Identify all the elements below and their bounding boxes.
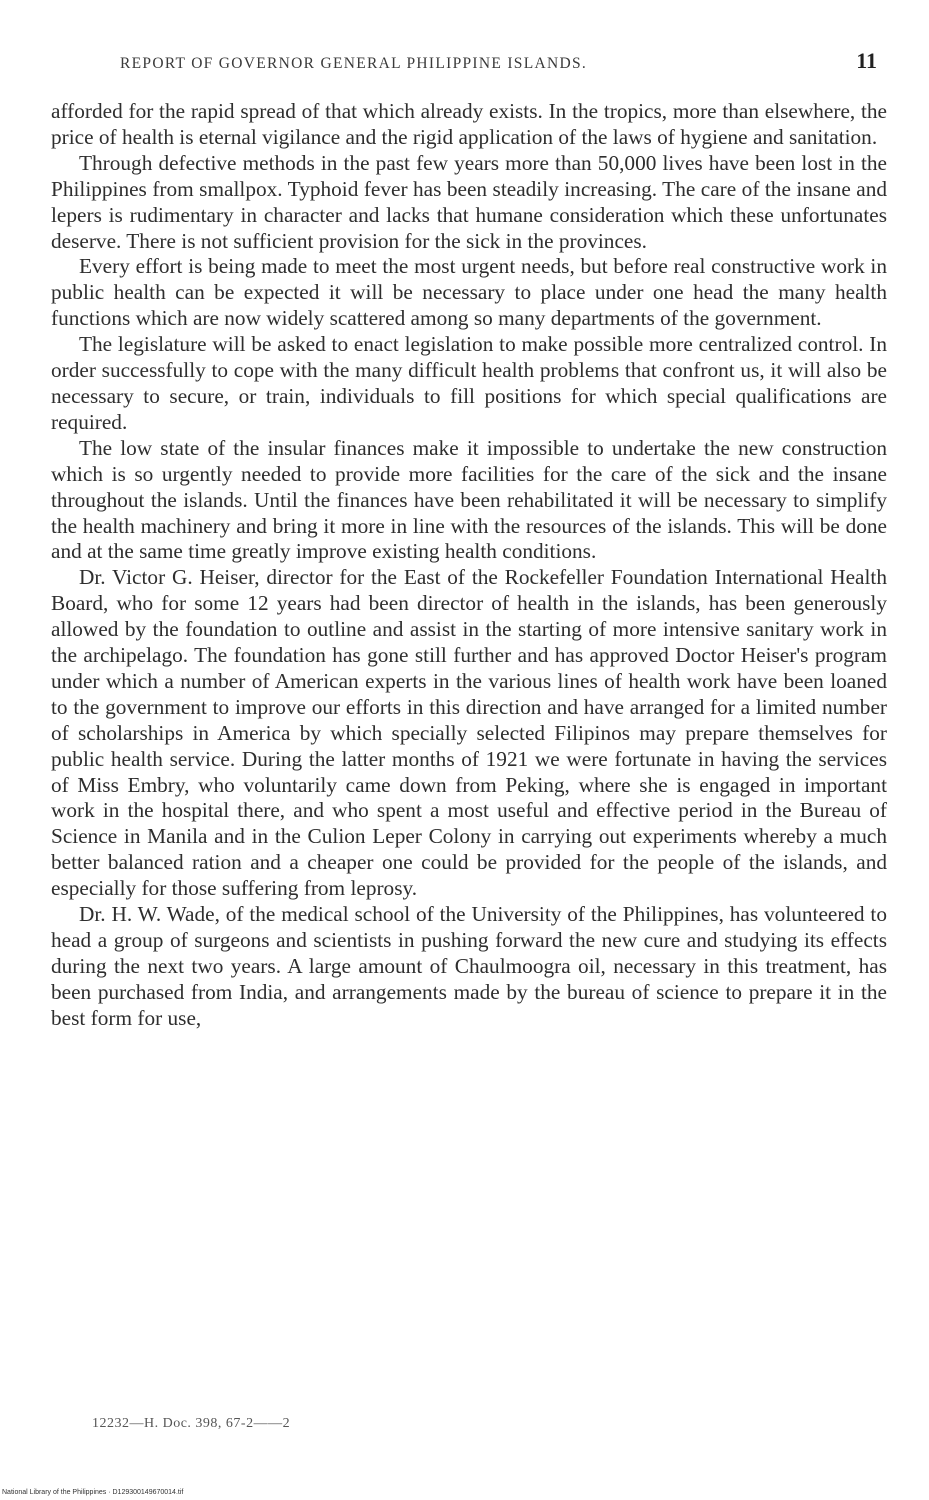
running-header — [120, 48, 877, 78]
paragraph: The low state of the insular finances make it impossible to undertake the new construction which is so urgently needed to provide more facilities for the care of the sick and the insane throughout the islands. Until the finances have been rehabilitated it will be necessary to simplify the health machinery and bring it more in line with the resources of the islands. This will be done and at the same time greatly improve existing health conditions. — [51, 435, 887, 564]
body-text — [51, 99, 887, 1032]
paragraph: Through defective methods in the past few years more than 50,000 lives have been lost in the Philippines from smallpox. Typhoid fever has been steadily increasing. The care of the insane and lepers is rudimentary in character and lacks that humane consideration which these unfortunates deserve. There is not sufficient provision for the sick in the provinces. — [51, 150, 887, 253]
running-title: REPORT OF GOVERNOR GENERAL PHILIPPINE ISLANDS. — [120, 55, 588, 72]
paragraph: Dr. Victor G. Heiser, director for the East of the Rockefeller Foundation International Health Board, who for some 12 years had been director of health in the islands, has been generously allowed by the foundation to outline and assist in the starting of more intensive sanitary work in the archipelago. The foundation has gone still further and has approved Doctor Heiser's program under which a number of American experts in the various lines of health work have been loaned to the government to improve our efforts in this direction and have arranged for a limited number of scholarships in America by which specially selected Filipinos may prepare themselves for public health service. During the latter months of 1921 we were fortunate in having the services of Miss Embry, who voluntarily came down from Peking, where she is engaged in important work in the hospital there, and who spent a most useful and effective period in the Bureau of Science in Manila and in the Culion Leper Colony in carrying out experiments whereby a much better balanced ration and a cheaper one could be provided for the people of the islands, and especially for those suffering from leprosy. — [51, 565, 887, 901]
paragraph: afforded for the rapid spread of that which already exists. In the tropics, more than elsewhere, the price of health is eternal vigilance and the rigid application of the laws of hygiene and sanitation. — [51, 99, 887, 149]
scan-provenance-label: National Library of the Philippines · D129300149670014.tif — [2, 1489, 184, 1496]
signature-mark: 12232—H. Doc. 398, 67-2——2 — [92, 1416, 291, 1431]
paragraph: Every effort is being made to meet the most urgent needs, but before real constructive work in public health can be expected it will be necessary to place under one head the many health functions which are now widely scattered among so many departments of the government. — [51, 254, 887, 331]
paragraph: Dr. H. W. Wade, of the medical school of the University of the Philippines, has volunteered to head a group of surgeons and scientists in pushing forward the new cure and studying its effects during the next two years. A large amount of Chaulmoogra oil, necessary in this treatment, has been purchased from India, and arrangements made by the bureau of science to prepare it in the best form for use, — [51, 902, 887, 1030]
page-number: 11 — [856, 48, 877, 73]
paragraph: The legislature will be asked to enact legislation to make possible more centralized control. In order successfully to cope with the many difficult health problems that confront us, it will also be necessary to secure, or train, individuals to fill positions for which special qualifications are required. — [51, 332, 887, 434]
